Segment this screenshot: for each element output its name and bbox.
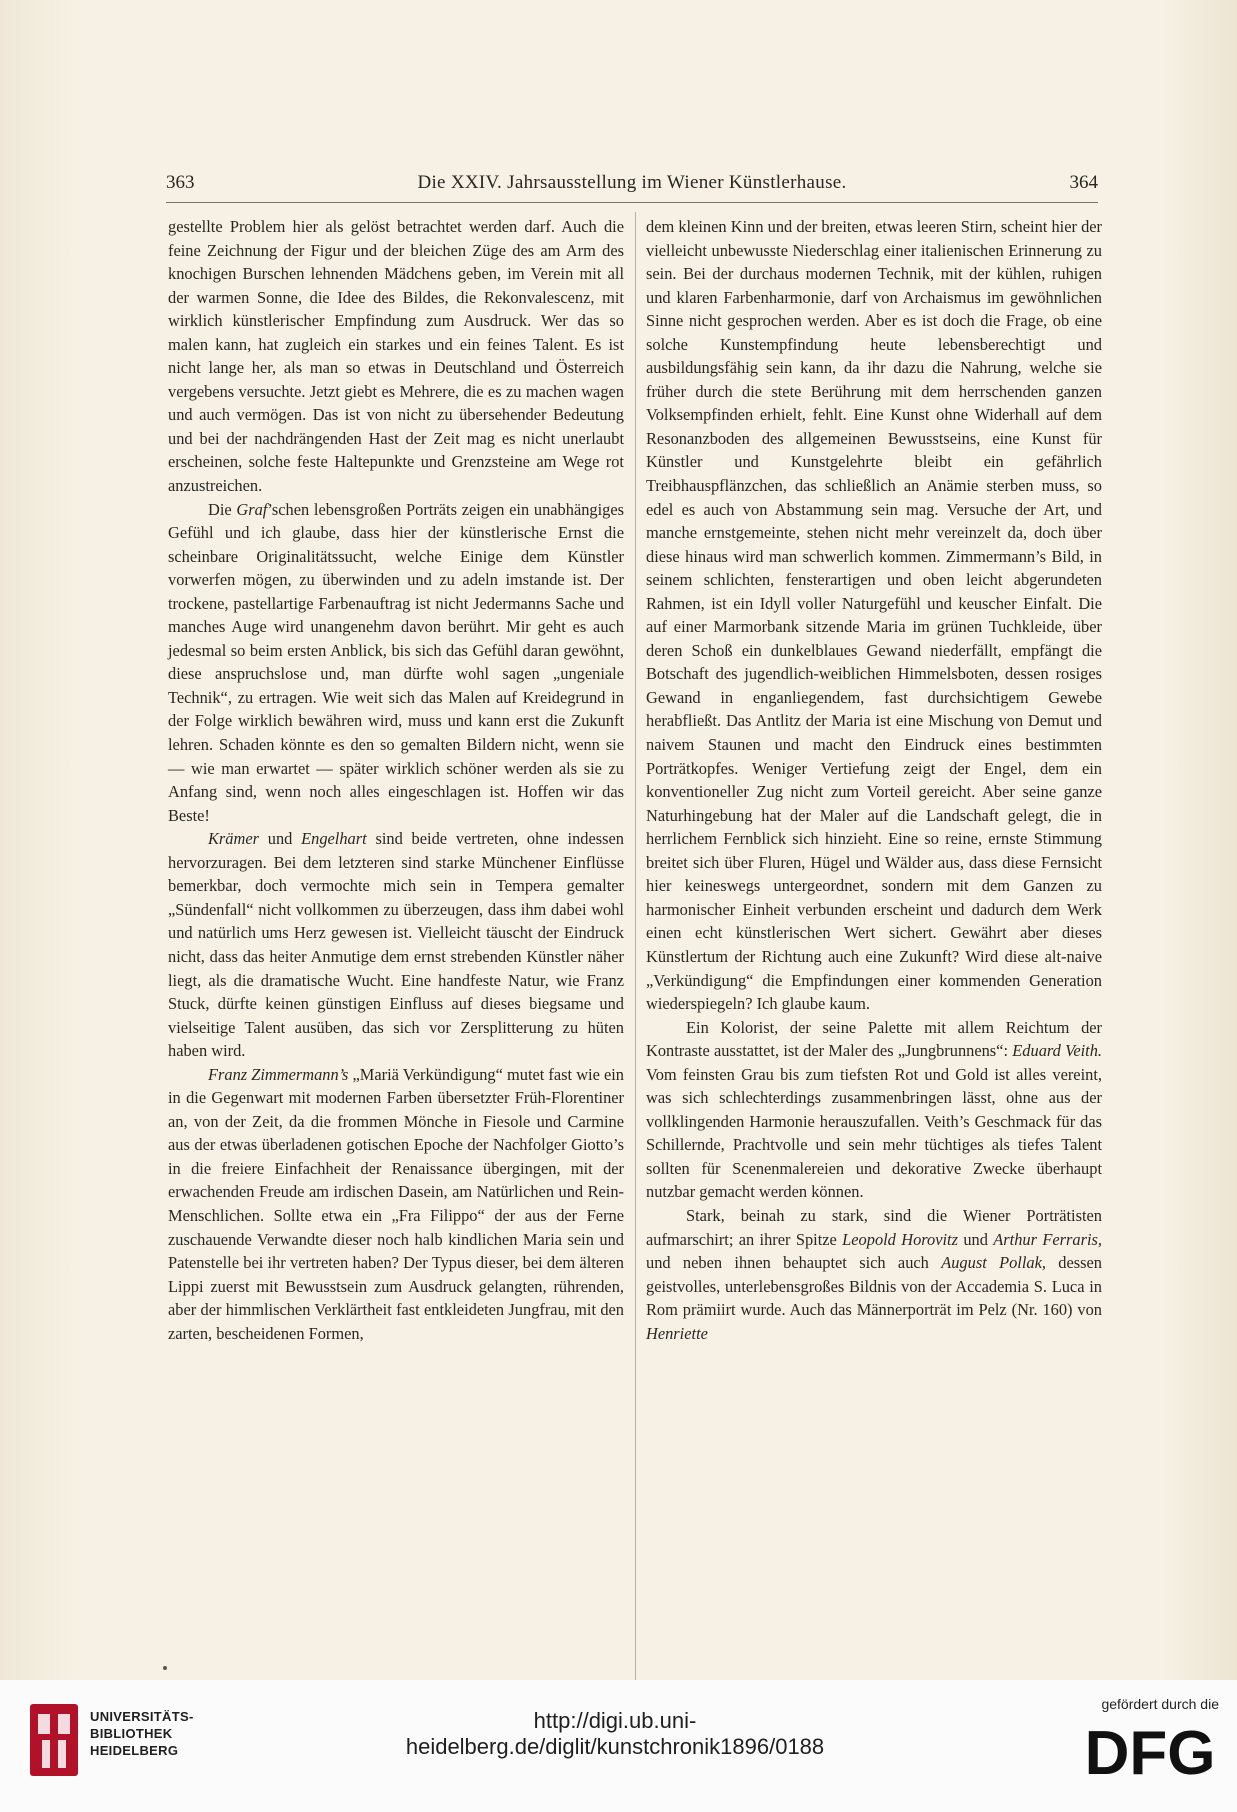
page-number-right: 364 — [1069, 172, 1098, 193]
running-header — [166, 172, 1098, 203]
running-title: Die XXIV. Jahrsausstellung im Wiener Künstlerhause. — [417, 172, 847, 193]
paragraph — [646, 215, 1102, 1016]
paragraph-text: Stark, beinah zu stark, sind die Wiener Porträtisten aufmarschirt; an ihrer Spitze — [646, 1205, 1102, 1249]
artist-name: Henriette — [646, 1323, 708, 1343]
paragraph-text: und — [958, 1229, 994, 1249]
library-name-line: BIBLIOTHEK — [90, 1726, 173, 1741]
paragraph — [646, 1204, 1102, 1345]
university-seal-icon — [28, 1700, 80, 1780]
library-name-line: UNIVERSITÄTS- — [90, 1709, 194, 1724]
paragraph — [168, 1063, 624, 1346]
right-column — [646, 215, 1102, 1345]
paragraph — [646, 1016, 1102, 1204]
paragraph — [168, 498, 624, 828]
paragraph-text: Vom feinsten Grau bis zum tiefsten Rot und Gold ist alles vereint, was sich schlechterdings zusammenbringen lässt, ohne aus der vollklingenden Harmonie herauszufallen. Veith’s Geschmack für das Schillernde, Prachtvolle und sein mehr tüchtiges als tiefes Talent sollten für Scenenmalereien und dekorative Zwecke überhaupt nutzbar gemacht werden können. — [646, 1064, 1102, 1202]
artist-name: Graf — [236, 499, 268, 519]
dfg-logo-icon[interactable] — [1085, 1718, 1215, 1782]
column-divider — [635, 212, 636, 1712]
paragraph-text: gestellte Problem hier als gelöst betrachtet werden darf. Auch die feine Zeichnung der Figur und der bleichen Züge des am Arm des knochigen Burschen lehnenden Mädchens geben, im Verein mit all der warmen Sonne, die Idee des Bildes, die Rekonvalescenz, mit wirklich künstlerischer Empfindung zum Ausdruck. Wer das so malen kann, hat zugleich ein starkes und ein feines Talent. Es ist nicht lange her, als man so etwas in Deutschland und Österreich vergebens versuchte. Jetzt giebt es Mehrere, die es zu machen wagen und auch vermögen. Das ist von nicht zu übersehender Bedeutung und bei der nachdrängenden Hast der Zeit mag es nicht unerlaubt erscheinen, solche feste Haltepunkte und Grenzsteine am Wege rot anzustreichen. — [168, 217, 624, 496]
page-number-left: 363 — [166, 172, 195, 193]
artist-name: Eduard Veith. — [1012, 1041, 1103, 1061]
library-name-line: HEIDELBERG — [90, 1743, 179, 1758]
paragraph-text: sind beide vertreten, ohne indessen hervorzuragen. Bei dem letzteren sind starke Münchener Einflüsse bemerkbar, doch vermochte mich sein in Tempera gemalter „Sündenfall“ nicht vollkommen zu überzeugen, dass ihm dabei wohl und natürlich ums Herz gewesen ist. Vielleicht täuscht der Eindruck nicht, dass das heiter Anmutige dem ernst strebenden Künstler näher liegt, als die dramatische Wucht. Eine handfeste Natur, wie Franz Stuck, dürfte keinen günstigen Einfluss auf dieses biegsame und vielseitige Talent ausüben, das sich vor Zersplitterung zu hüten haben wird. — [168, 829, 624, 1061]
dfg-logo-text: DFG — [1085, 1719, 1215, 1782]
paragraph-text: „Mariä Verkündigung“ mutet fast wie ein in die Gegenwart mit modernen Farben übersetzter Früh-Florentiner an, von der Zeit, da die frommen Mönche in Fiesole und Carmine aus der etwas überladenen gotischen Epoche der Nachfolger Giotto’s in die freiere Einfachheit der Renaissance übergingen, mit der erwachenden Freude am irdischen Dasein, am Natürlichen und Rein-Menschlichen. Sollte etwa ein „Fra Filippo“ der aus der Ferne zuschauende Verwandte dieser noch halb kindlichen Maria sein und Patenstelle bei ihr vertreten haben? Der Typus dieser, bei dem älteren Lippi zuerst mit Bewusstsein zum Ausdruck gelangten, rührenden, aber der himmlischen Verklärtheit fast entkleideten Jungfrau, mit den zarten, bescheidenen Formen, — [168, 1064, 625, 1343]
paragraph-text: Ein Kolorist, der seine Palette mit allem Reichtum der Kontraste ausstattet, ist der Maler des „Jungbrunnens“: — [646, 1017, 1102, 1061]
digitization-footer — [0, 1680, 1237, 1812]
paragraph — [168, 215, 624, 498]
artist-name: Franz Zimmermann’s — [208, 1064, 349, 1084]
scan-speck — [163, 1666, 167, 1670]
library-logo[interactable] — [28, 1700, 228, 1780]
artist-name: Arthur Ferraris, — [993, 1229, 1102, 1249]
artist-name: Engelhart — [301, 829, 367, 849]
library-name — [90, 1708, 194, 1759]
artist-name: Leopold Horovitz — [842, 1229, 958, 1249]
paragraph-text: ’schen lebensgroßen Porträts zeigen ein unabhängiges Gefühl und ich glaube, dass hier der künstlerische Ernst die scheinbare Originalitätssucht, welche Einige dem Künstler vorwerfen mögen, zu überwinden und zu adeln imstande ist. Der trockene, pastellartige Farbenauftrag ist nicht Jedermanns Sache und manches Auge wird unangenehm davon berührt. Mir geht es auch jedesmal so beim ersten Anblick, bis sich das Gefühl daran gewöhnt, diese anspruchslose und, man dürfte wohl sagen „ungeniale Technik“, zu ertragen. Wie weit sich das Malen auf Kreidegrund in der Folge wirklich bewähren wird, muss und kann erst die Zukunft lehren. Schaden könnte es den so gemalten Bildern nicht, wenn sie — wie man erwartet — später wirklich schöner werden als sie zu Anfang sind, wenn noch alles eingeschlagen ist. Hoffen wir das Beste! — [168, 499, 625, 825]
artist-name: August Pollak, — [941, 1253, 1046, 1273]
paragraph-text: und — [259, 829, 302, 849]
paragraph-text: dessen geistvolles, unterlebensgroßes Bildnis von der Accademia S. Luca in Rom prämiirt wurde. Auch das Männerporträt im Pelz (Nr. 160) von — [646, 1253, 1103, 1320]
paragraph — [168, 827, 624, 1062]
paragraph-text: dem kleinen Kinn und der breiten, etwas leeren Stirn, scheint hier der vielleicht unbewusste Niederschlag einer italienischen Erinnerung zu sein. Bei der durchaus modernen Technik, mit der kühlen, ruhigen und klaren Farbenharmonie, darf von Archaismus im gewöhnlichen Sinne nicht gesprochen werden. Aber es ist doch die Frage, ob eine solche Kunstempfindung heute lebensberechtigt und ausbildungsfähig sein kann, da ihr dazu die Nahrung, welche sie früher durch die stete Berührung mit dem herrschenden ganzen Volksempfinden erhielt, fehlt. Eine Kunst ohne Widerhall auf dem Resonanzboden des allgemeinen Bewusstseins, eine Kunst für Künstler und Kunstgelehrte bleibt ein gefährlich Treibhauspflänzchen, das schließlich an Anämie sterben muss, so edel es auch von Abstammung sein mag. Versuche der Art, und manche ernstgemeinte, stehen nicht mehr vereinzelt da, doch über diese hinaus wird man schwerlich kommen. Zimmermann’s Bild, in seinem schlichten, fensterartigen und oben leicht abgerundeten Rahmen, ist ein Idyll voller Naturgefühl und keuscher Einfalt. Die auf einer Marmorbank sitzende Maria im grünen Tuchkleide, über deren Schoß ein dunkelblaues Gewand niederfällt, empfängt die Botschaft des jugendlich-weiblichen Himmelsboten, dessen rosiges Gewand in enganliegendem, fast durchsichtigem Gewebe herabfließt. Das Antlitz der Maria ist eine Mischung von Demut und naivem Staunen und macht den Eindruck eines bestimmten Porträtkopfes. Weniger Vertiefung zeigt der Engel, dem ein konventioneller Zug nicht zum Vorteil gereicht. Aber seine ganze Naturhingebung hat der Maler auf die Landschaft gelegt, die in herrlichem Fernblick sich hinzieht. Eine so reine, ernste Stimmung breitet sich über Fluren, Hügel und Wälder aus, dass diese Fernsicht hier keineswegs untergeordnet, sondern mit dem Ganzen zu harmonischer Einheit verbunden erscheint und dadurch dem Werk einen echt künstlerischen Wert sichert. Gewährt aber dieses Künstlertum der Richtung auch eine Zukunft? Wird diese alt-naive „Verkündigung“ die Empfindungen einer kommenden Generation wiederspiegeln? Ich glaube kaum. — [646, 217, 1102, 1014]
left-column — [168, 215, 624, 1345]
permalink-url[interactable]: http://digi.ub.uni-heidelberg.de/diglit/kunstchronik1896/0188 — [405, 1708, 825, 1759]
funding-label: gefördert durch die — [1101, 1696, 1219, 1712]
paragraph-text: und neben ihnen behauptet sich auch — [646, 1253, 942, 1273]
artist-name: Krämer — [208, 829, 259, 849]
paragraph-lead: Die — [208, 499, 237, 519]
